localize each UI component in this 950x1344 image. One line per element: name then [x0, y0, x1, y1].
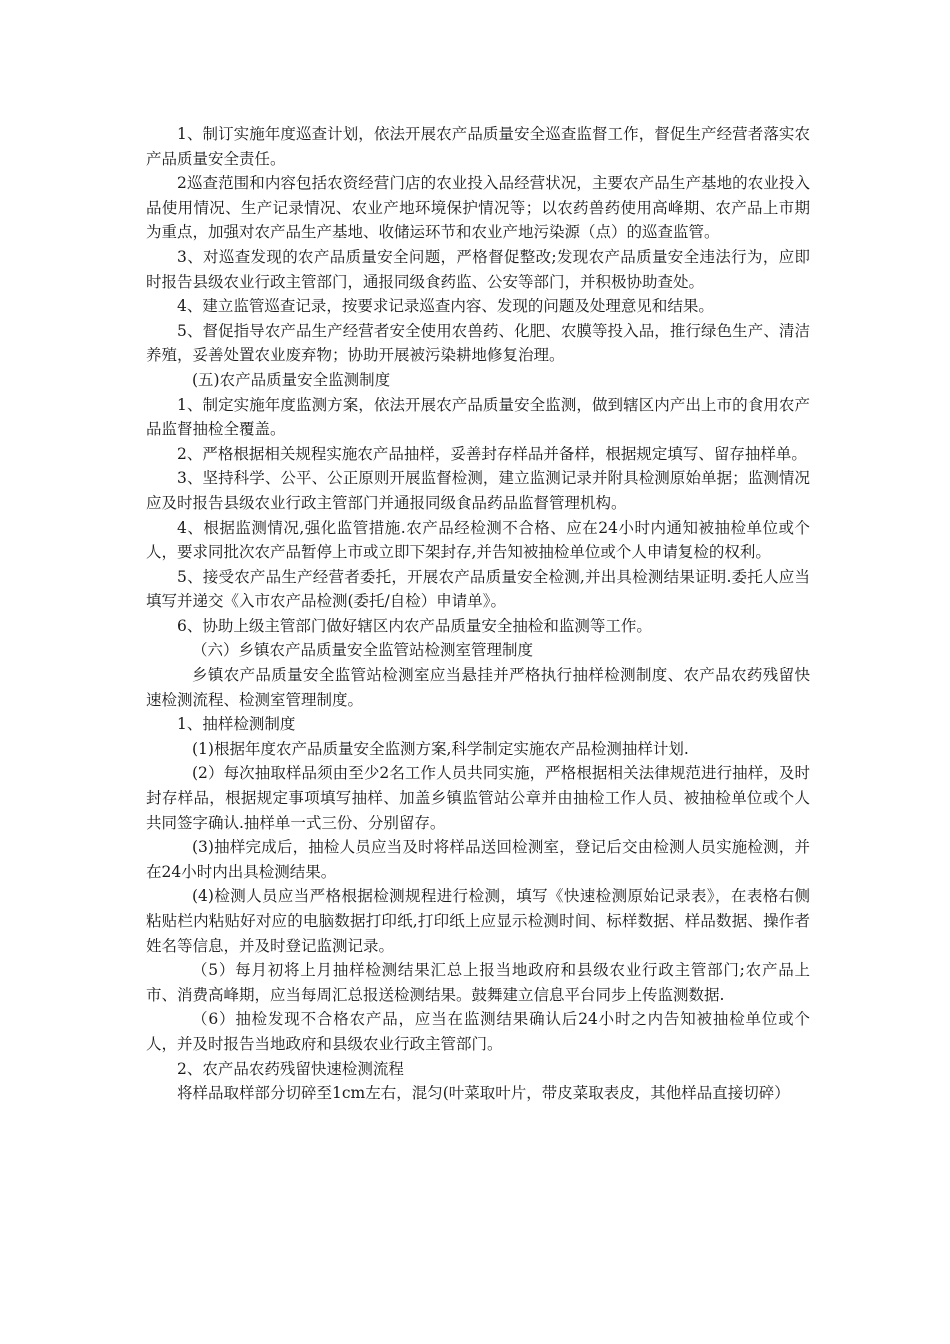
- document-body: [146, 122, 810, 1106]
- paragraph-inspection-records: 4、建立监管巡查记录，按要求记录巡查内容、发现的问题及处理意见和结果。: [177, 297, 714, 316]
- paragraph-sampling-plan: (1)根据年度农产品质量安全监测方案,科学制定实施农产品检测抽样计划.: [192, 739, 689, 758]
- section-heading-monitoring: (五)农产品质量安全监测制度: [192, 370, 391, 389]
- paragraph-monitoring-principles: 3、坚持科学、公平、公正原则开展监督检测，建立监测记录并附具检测原始单据；监测情况应及时报告县级农业行政主管部门并通报同级食品药品监督管理机构。: [146, 469, 810, 512]
- paragraph-testing-records: (4)检测人员应当严格根据检测规程进行检测，填写《快速检测原始记录表》，在表格右侧粘贴栏内粘贴好对应的电脑数据打印纸,打印纸上应显示检测时间、标样数据、样品数据、操作者姓名等信息，并及时登记监测记录。: [146, 887, 810, 955]
- paragraph-monthly-report: （5）每月初将上月抽样检测结果汇总上报当地政府和县级农业行政主管部门;农产品上市、消费高峰期，应当每周汇总报送检测结果。鼓舞建立信息平台同步上传监测数据.: [146, 961, 810, 1004]
- subheading-sampling-system: 1、抽样检测制度: [177, 715, 296, 734]
- paragraph-sample-preparation: 将样品取样部分切碎至1cm左右，混匀(叶菜取叶片，带皮菜取表皮，其他样品直接切碎）: [177, 1084, 790, 1103]
- section-heading-lab-management: （六）乡镇农产品质量安全监管站检测室管理制度: [192, 641, 534, 660]
- subheading-rapid-test-process: 2、农产品农药残留快速检测流程: [177, 1059, 404, 1078]
- paragraph-inspection-scope: 2巡查范围和内容包括农资经营门店的农业投入品经营状况，主要农产品生产基地的农业投入品使用情况、生产记录情况、农业产地环境保护情况等；以农药兽药使用高峰期、农产品上市期为重点，加强对农产品生产基地、收储运环节和农业产地污染源（点）的巡查监管。: [146, 174, 810, 242]
- paragraph-inspection-plan: 1、制订实施年度巡查计划，依法开展农产品质量安全巡查监督工作，督促生产经营者落实农产品质量安全责任。: [146, 125, 810, 168]
- paragraph-monitoring-measures: 4、根据监测情况,强化监管措施.农产品经检测不合格、应在24小时内通知被抽检单位或个人，要求同批次农产品暂停上市或立即下架封存,并告知被抽检单位或个人申请复检的权利。: [146, 518, 810, 562]
- paragraph-sampling: 2、严格根据相关规程实施农产品抽样，妥善封存样品并备样，根据规定填写、留存抽样单。: [177, 444, 807, 463]
- paragraph-sample-delivery: (3)抽样完成后，抽检人员应当及时将样品送回检测室，登记后交由检测人员实施检测，并在24小时内出具检测结果。: [146, 838, 810, 881]
- paragraph-assist-superior: 6、协助上级主管部门做好辖区内农产品质量安全抽检和监测等工作。: [177, 616, 652, 635]
- paragraph-entrusted-testing: 5、接受农产品生产经营者委托，开展农产品质量安全检测,并出具检测结果证明.委托人应当填写并递交《入市农产品检测(委托/自检）申请单》。: [146, 567, 810, 611]
- paragraph-nonconforming-report: （6）抽检发现不合格农产品，应当在监测结果确认后24小时之内告知被抽检单位或个人，并及时报告当地政府和县级农业行政主管部门。: [146, 1010, 810, 1053]
- paragraph-monitoring-plan: 1、制定实施年度监测方案，依法开展农产品质量安全监测，做到辖区内产出上市的食用农产品监督抽检全覆盖。: [146, 395, 810, 439]
- paragraph-sampling-procedure: (2）每次抽取样品须由至少2名工作人员共同实施，严格根据相关法律规范进行抽样，及时封存样品，根据规定事项填写抽样、加盖乡镇监管站公章并由抽检工作人员、被抽检单位或个人共同签字确认.抽样单一式三份、分别留存。: [146, 764, 810, 832]
- paragraph-input-guidance: 5、督促指导农产品生产经营者安全使用农兽药、化肥、农膜等投入品，推行绿色生产、清洁养殖，妥善处置农业废弃物；协助开展被污染耕地修复治理。: [146, 321, 810, 365]
- paragraph-lab-overview: 乡镇农产品质量安全监管站检测室应当悬挂并严格执行抽样检测制度、农产品农药残留快速检测流程、检测室管理制度。: [146, 666, 810, 709]
- paragraph-inspection-rectification: 3、对巡查发现的农产品质量安全问题，严格督促整改;发现农产品质量安全违法行为，应即时报告县级农业行政主管部门，通报同级食药监、公安等部门，并积极协助查处。: [146, 247, 810, 291]
